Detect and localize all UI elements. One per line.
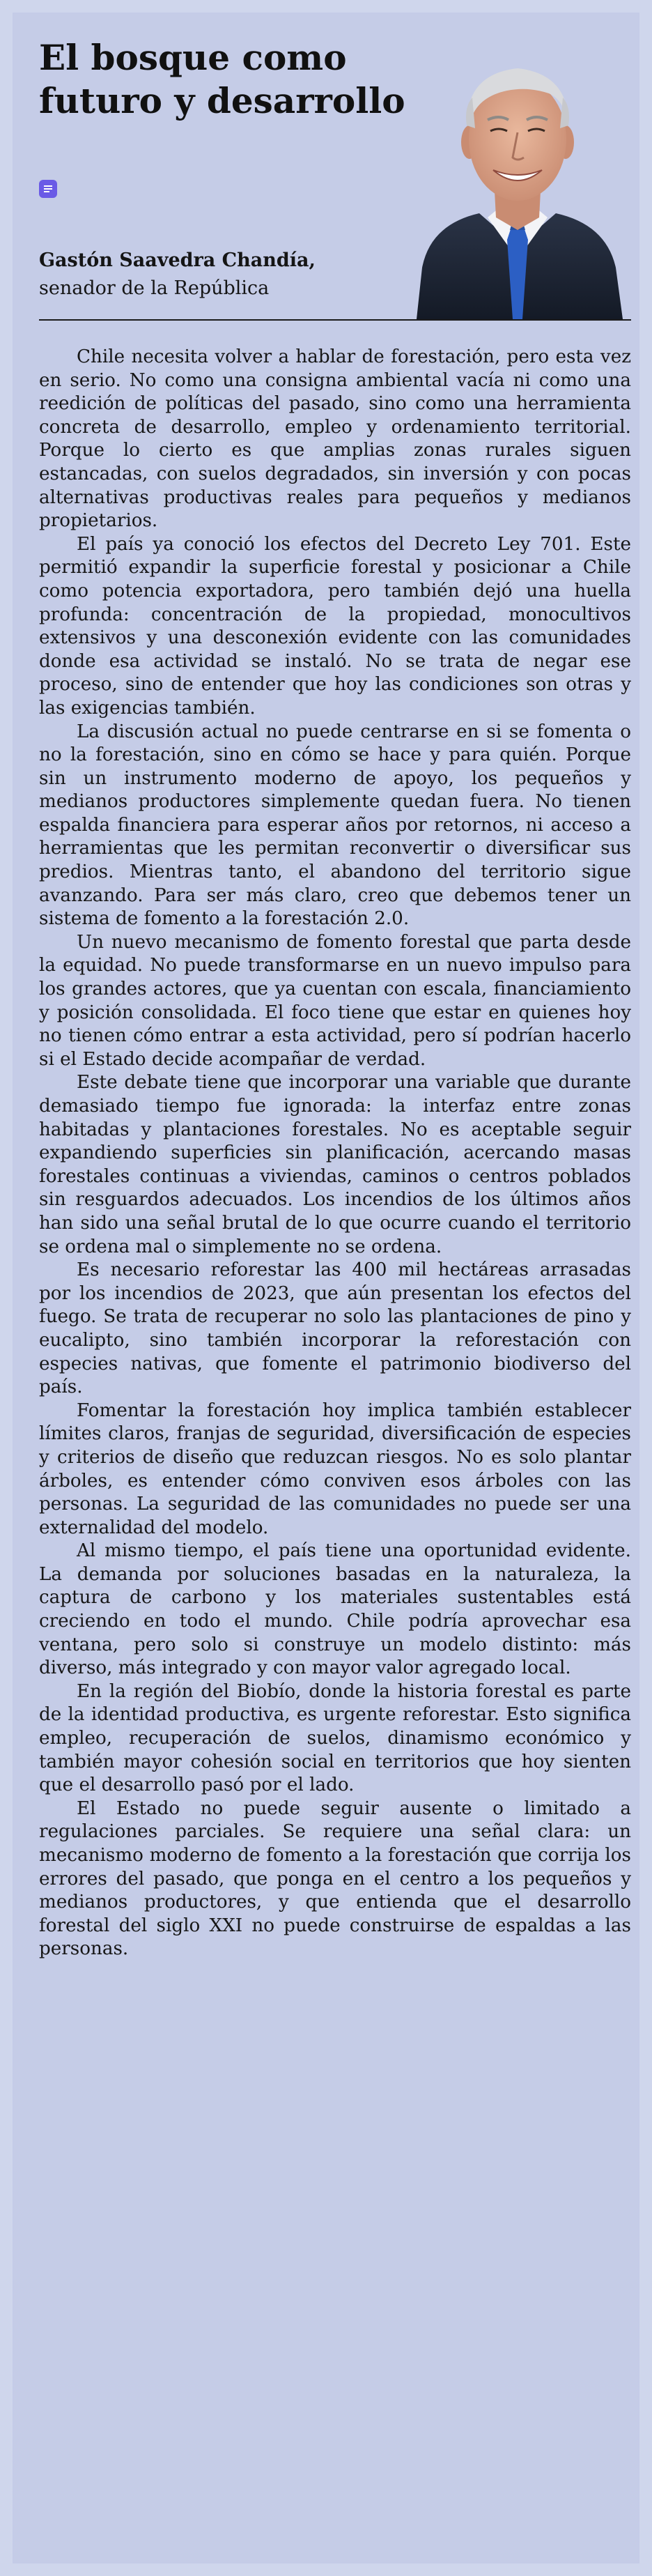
- article-paragraph: La discusión actual no puede centrarse en si se fomenta o no la forestación, sino en cómo se hace y para quién. Porque sin un instrumento moderno de apoyo, los pequeños y medianos productores simplemente quedan fuera. No tienen espalda financiera para esperar años por retornos, ni acceso a herramientas que les permitan reconvertir o diversificar sus predios. Mientras tanto, el abandono del territorio sigue avanzando. Para ser más claro, creo que debemos tener un sistema de fomento a la forestación 2.0.: [39, 721, 631, 930]
- article-paragraph: El Estado no puede seguir ausente o limitado a regulaciones parciales. Se requiere una señal clara: un mecanismo moderno de fomento a la forestación que corrija los errores del pasado, que ponga en el centro a los pequeños y medianos productores, y que entienda que el desarrollo forestal del siglo XXI no puede construirse de espaldas a las personas.: [39, 1797, 631, 1960]
- article-paragraph: En la región del Biobío, donde la historia forestal es parte de la identidad productiva, es urgente reforestar. Esto significa empleo, recuperación de suelos, dinamismo económico y también mayor cohesión social en territorios que hoy sienten que el desarrollo pasó por el lado.: [39, 1680, 631, 1796]
- article-title: El bosque como futuro y desarrollo: [39, 37, 405, 121]
- article-paragraph: Chile necesita volver a hablar de forestación, pero esta vez en serio. No como una consigna ambiental vacía ni como una reedición de políticas del pasado, sino como una herramienta concreta de desarrollo, empleo y ordenamiento territorial. Porque lo cierto es que amplias zonas rurales siguen estancadas, con suelos degradados, sin inversión y con pocas alternativas productivas reales para pequeños y medianos propietarios.: [39, 346, 631, 532]
- author-name: Gastón Saavedra Chandía,: [39, 250, 316, 271]
- article-body: [39, 346, 631, 1961]
- author-portrait: [403, 38, 632, 319]
- article-paragraph: Es necesario reforestar las 400 mil hectáreas arrasadas por los incendios de 2023, que aún presentan los efectos del fuego. Se trata de recuperar no solo las plantaciones de pino y eucalipto, sino también incorporar la reforestación con especies nativas, que fomente el patrimonio biodiverso del país.: [39, 1259, 631, 1398]
- document-lines-icon[interactable]: [39, 180, 57, 198]
- author-role: senador de la República: [39, 277, 270, 299]
- article-page: [13, 13, 639, 2563]
- article-paragraph: Fomentar la forestación hoy implica también establecer límites claros, franjas de seguridad, diversificación de especies y criterios de diseño que reduzcan riesgos. No es solo plantar árboles, es entender cómo conviven esos árboles con las personas. La seguridad de las comunidades no puede ser una externalidad del modelo.: [39, 1400, 631, 1538]
- article-paragraph: El país ya conoció los efectos del Decreto Ley 701. Este permitió expandir la superficie forestal y posicionar a Chile como potencia exportadora, pero también dejó una huella profunda: concentración de la propiedad, monocultivos extensivos y una desconexión evidente con las comunidades donde esa actividad se instaló. No se trata de negar ese proceso, sino de entender que hoy las condiciones son otras y las exigencias también.: [39, 533, 631, 719]
- header-divider: [39, 319, 631, 321]
- article-header: [13, 13, 639, 333]
- article-paragraph: Un nuevo mecanismo de fomento forestal que parta desde la equidad. No puede transformarse en un nuevo impulso para los grandes actores, que ya cuentan con escala, financiamiento y posición consolidada. El foco tiene que estar en quienes hoy no tienen cómo entrar a esta actividad, pero sí podrían hacerlo si el Estado decide acompañar de verdad.: [39, 931, 631, 1070]
- article-paragraph: Al mismo tiempo, el país tiene una oportunidad evidente. La demanda por soluciones basadas en la naturaleza, la captura de carbono y los materiales sustentables está creciendo en todo el mundo. Chile podría aprovechar esa ventana, pero solo si construye un modelo distinto: más diverso, más integrado y con mayor valor agregado local.: [39, 1540, 631, 1679]
- article-paragraph: Este debate tiene que incorporar una variable que durante demasiado tiempo fue ignorada: la interfaz entre zonas habitadas y plantaciones forestales. No es aceptable seguir expandiendo superficies sin planificación, acercando masas forestales continuas a viviendas, caminos o centros poblados sin resguardos adecuados. Los incendios de los últimos años han sido una señal brutal de lo que ocurre cuando el territorio se ordena mal o simplemente no se ordena.: [39, 1072, 631, 1257]
